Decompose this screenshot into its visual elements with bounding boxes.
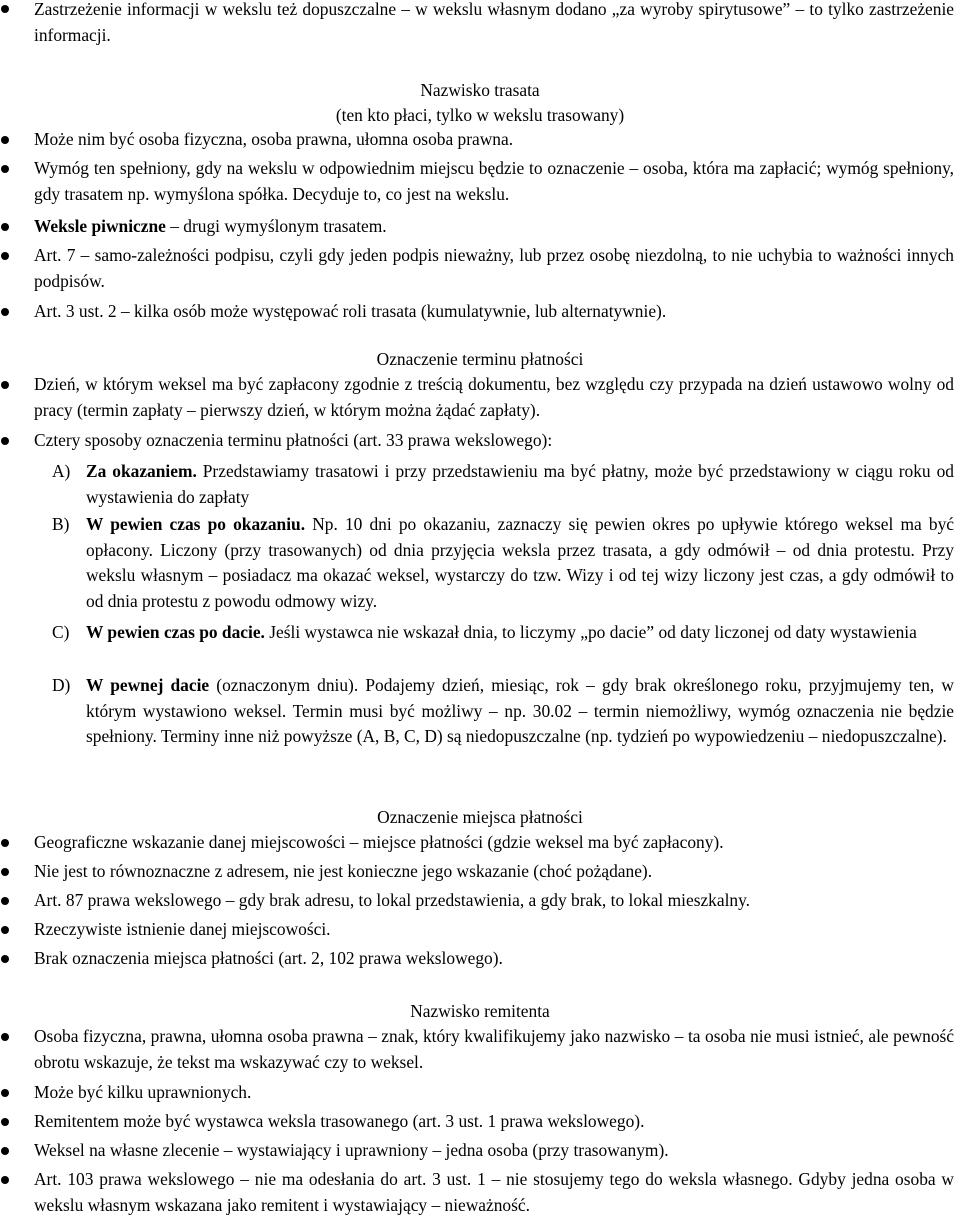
bullet-icon bbox=[1, 955, 9, 963]
trasat-item-2: Wymóg ten spełniony, gdy na wekslu w odpowiednim miejscu będzie to oznaczenie – osoba, która ma zapłacić; wymóg spełniony, gdy trasatem np. wymyślona spółka. Decyduje to, co jest na wekslu. bbox=[34, 158, 954, 204]
trasat-item-5: Art. 3 ust. 2 – kilka osób może występować roli trasata (kumulatywnie, lub alternatywnie). bbox=[34, 301, 667, 321]
option-b-text bbox=[86, 512, 954, 614]
remitent-item-4: Weksel na własne zlecenie – wystawiający i uprawniony – jedna osoba (przy trasowanym). bbox=[34, 1140, 669, 1160]
option-a-desc: Przedstawiamy trasatowi i przy przedstawieniu ma być płatny, może być przedstawiony w ciągu roku od wystawienia do zapłaty bbox=[86, 461, 954, 507]
termin-item-2: Cztery sposoby oznaczenia terminu płatności (art. 33 prawa wekslowego): bbox=[34, 430, 553, 450]
remitent-item-1: Osoba fizyczna, prawna, ułomna osoba prawna – znak, który kwalifikujemy jako nazwisko – ta osoba nie musi istnieć, ale pewność obrotu wskazuje, że tekst ma wskazywać czy to weksel. bbox=[34, 1026, 954, 1072]
section-heading-trasat: Nazwisko trasata bbox=[420, 80, 540, 100]
intro-paragraph: Zastrzeżenie informacji w wekslu też dopuszczalne – w wekslu własnym dodano „za wyroby spirytusowe” – to tylko zastrzeżenie informacji. bbox=[34, 0, 954, 45]
miejsce-item-2: Nie jest to równoznaczne z adresem, nie jest konieczne jego wskazanie (choć pożądane). bbox=[34, 861, 653, 881]
option-letter-c: C) bbox=[52, 622, 70, 642]
trasat-item-4: Art. 7 – samo-zależności podpisu, czyli gdy jeden podpis nieważny, lub przez osobę niezdolną, to nie uchybia to ważności innych podpisów. bbox=[34, 245, 954, 291]
miejsce-item-5: Brak oznaczenia miejsca płatności (art. 2, 102 prawa wekslowego). bbox=[34, 948, 503, 968]
option-c-desc: Jeśli wystawca nie wskazał dnia, to liczymy „po dacie” od daty liczonej od daty wystawienia bbox=[264, 622, 917, 642]
option-d-text bbox=[86, 673, 954, 750]
option-a-term: Za okazaniem. bbox=[86, 461, 197, 481]
bullet-icon bbox=[1, 1118, 9, 1126]
miejsce-item-1: Geograficzne wskazanie danej miejscowości – miejsce płatności (gdzie weksel ma być zapłacony). bbox=[34, 832, 724, 852]
section-heading-termin: Oznaczenie terminu płatności bbox=[376, 349, 584, 369]
option-c-term: W pewien czas po dacie. bbox=[86, 622, 265, 642]
remitent-item-2: Może być kilku uprawnionych. bbox=[34, 1082, 252, 1102]
option-letter-a: A) bbox=[52, 461, 71, 481]
weksle-piwniczne-desc: – drugi wymyślonym trasatem. bbox=[165, 216, 387, 236]
bullet-icon bbox=[1, 136, 9, 144]
bullet-icon bbox=[1, 5, 9, 13]
miejsce-item-4: Rzeczywiste istnienie danej miejscowości. bbox=[34, 919, 331, 939]
bullet-icon bbox=[1, 1176, 9, 1184]
bullet-icon bbox=[1, 381, 9, 389]
bullet-icon bbox=[1, 1033, 9, 1041]
bullet-icon bbox=[1, 1089, 9, 1097]
miejsce-item-3: Art. 87 prawa wekslowego – gdy brak adresu, to lokal przedstawienia, a gdy brak, to lokal mieszkalny. bbox=[34, 890, 751, 910]
weksle-piwniczne-term: Weksle piwniczne bbox=[34, 216, 166, 236]
bullet-icon bbox=[1, 926, 9, 934]
option-d-desc: (oznaczonym dniu). Podajemy dzień, miesiąc, rok – gdy brak określonego roku, przyjmujemy ten, w którym wystawiono weksel. Termin musi być możliwy – np. 30.02 – termin niemożliwy, wymóg oznaczenia nie będzie spełniony. Terminy inne niż powyższe (A, B, C, D) są niedopuszczalne (np. tydzień po wypowiedzeniu – niedopuszczalne). bbox=[86, 675, 954, 746]
option-letter-d: D) bbox=[52, 675, 71, 695]
option-d-term: W pewnej dacie bbox=[86, 675, 210, 695]
bullet-icon bbox=[1, 897, 9, 905]
section-heading-remitent: Nazwisko remitenta bbox=[410, 1001, 550, 1021]
trasat-item-3 bbox=[34, 214, 954, 240]
section-subtitle-trasat: (ten kto płaci, tylko w wekslu trasowany) bbox=[335, 105, 625, 125]
bullet-icon bbox=[1, 165, 9, 173]
option-letter-b: B) bbox=[52, 514, 70, 534]
section-heading-miejsce: Oznaczenie miejsca płatności bbox=[377, 807, 583, 827]
remitent-item-3: Remitentem może być wystawca weksla trasowanego (art. 3 ust. 1 prawa wekslowego). bbox=[34, 1111, 645, 1131]
termin-item-1: Dzień, w którym weksel ma być zapłacony zgodnie z treścią dokumentu, bez względu czy przypada na dzień ustawowo wolny od pracy (termin zapłaty – pierwszy dzień, w którym można żądać zapłaty). bbox=[34, 374, 954, 420]
remitent-item-5: Art. 103 prawa wekslowego – nie ma odesłania do art. 3 ust. 1 – nie stosujemy tego do weksla własnego. Gdyby jedna osoba w wekslu własnym wskazana jako remitent i wystawiający – nieważność. bbox=[34, 1169, 954, 1215]
option-b-desc: Np. 10 dni po okazaniu, zaznaczy się pewien okres po upływie którego weksel ma być opłacony. Liczony (przy trasowanych) od dnia przyjęcia weksla przez trasata, a gdy odmówił – od dnia protestu. Przy wekslu własnym – posiadacz ma okazać weksel, wystarczy do tzw. Wizy i od tej wizy liczony jest czas, a gdy odmówił to od dnia protestu z powodu odmowy wizy. bbox=[86, 514, 954, 611]
bullet-icon bbox=[1, 437, 9, 445]
option-c-text bbox=[86, 620, 954, 646]
bullet-icon bbox=[1, 308, 9, 316]
bullet-icon bbox=[1, 868, 9, 876]
bullet-icon bbox=[1, 223, 9, 231]
trasat-item-1: Może nim być osoba fizyczna, osoba prawna, ułomna osoba prawna. bbox=[34, 129, 514, 149]
option-a-text bbox=[86, 459, 954, 510]
bullet-icon bbox=[1, 839, 9, 847]
bullet-icon bbox=[1, 1147, 9, 1155]
option-b-term: W pewien czas po okazaniu. bbox=[86, 514, 306, 534]
bullet-icon bbox=[1, 252, 9, 260]
